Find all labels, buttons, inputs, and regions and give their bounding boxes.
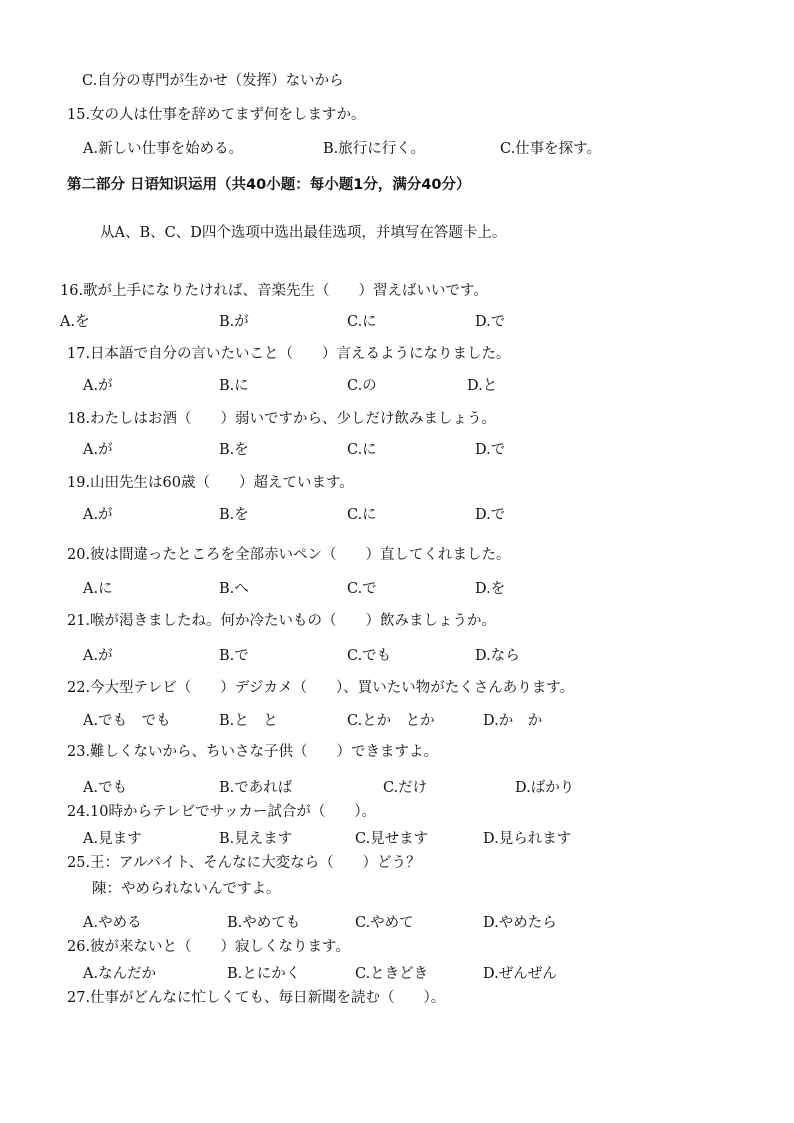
q22-option-d[interactable]: D.か か	[483, 713, 543, 729]
q22-option-c[interactable]: C.とか とか	[347, 713, 435, 729]
q25-option-a[interactable]: A.やめる	[83, 915, 142, 931]
q19-option-c[interactable]: C.に	[347, 507, 377, 523]
q22-stem: 22.今大型テレビ（ ）デジカメ（ ）、買いたい物がたくさんあります。	[67, 680, 575, 696]
q27-stem: 27.仕事がどんなに忙しくても、毎日新聞を読む（ ）。	[67, 990, 446, 1006]
q20-option-c[interactable]: C.で	[347, 581, 377, 597]
q21-option-c[interactable]: C.でも	[347, 648, 392, 664]
q18-option-a[interactable]: A.が	[83, 442, 113, 458]
q24-option-d[interactable]: D.見られます	[483, 831, 572, 847]
q15-option-b[interactable]: B.旅行に行く。	[323, 141, 425, 157]
q25-option-b[interactable]: B.やめても	[227, 915, 301, 931]
q24-option-a[interactable]: A.見ます	[83, 831, 142, 847]
q19-option-a[interactable]: A.が	[83, 507, 113, 523]
prev-option-c: C.自分の専門が生かせ（发挥）ないから	[82, 73, 344, 89]
q24-option-b[interactable]: B.見えます	[219, 831, 293, 847]
q15-stem: 15.女の人は仕事を辞めてまず何をしますか。	[67, 107, 366, 123]
q15-option-c[interactable]: C.仕事を探す。	[500, 141, 602, 157]
q20-option-a[interactable]: A.に	[83, 581, 113, 597]
q25-option-d[interactable]: D.やめたら	[483, 915, 557, 931]
section-heading: 第二部分 日语知识运用（共40小题：每小题1分，满分40分）	[67, 177, 471, 193]
q17-stem: 17.日本語で自分の言いたいこと（ ）言えるようになりました。	[67, 346, 511, 362]
q22-option-a[interactable]: A.でも でも	[83, 713, 171, 729]
q23-stem: 23.難しくないから、ちいさな子供（ ）できますよ。	[67, 744, 439, 760]
q15-option-a[interactable]: A.新しい仕事を始める。	[83, 141, 244, 157]
q21-option-b[interactable]: B.で	[219, 648, 249, 664]
q16-option-a[interactable]: A.を	[60, 314, 90, 330]
q16-option-b[interactable]: B.が	[219, 314, 249, 330]
q18-stem: 18.わたしはお酒（ ）弱いですから、少しだけ飲みましょう。	[67, 411, 497, 427]
q20-stem: 20.彼は間違ったところを全部赤いペン（ ）直してくれました。	[67, 547, 511, 563]
q26-option-b[interactable]: B.とにかく	[227, 966, 301, 982]
q24-stem: 24.10時からテレビでサッカー試合が（ ）。	[67, 804, 377, 820]
q19-option-d[interactable]: D.で	[475, 507, 506, 523]
q24-option-c[interactable]: C.見せます	[355, 831, 429, 847]
q25-option-c[interactable]: C.やめて	[355, 915, 414, 931]
q22-option-b[interactable]: B.と と	[219, 713, 278, 729]
q25-stem: 25.王：アルバイト、そんなに大変なら（ ）どう？	[67, 855, 421, 871]
q19-stem: 19.山田先生は60歳（ ）超えています。	[67, 475, 354, 491]
q17-option-b[interactable]: B.に	[219, 378, 249, 394]
q26-stem: 26.彼が来ないと（ ）寂しくなります。	[67, 939, 350, 955]
q16-stem: 16.歌が上手になりたければ、音楽先生（ ）習えばいいです。	[60, 283, 488, 299]
q17-option-d[interactable]: D.と	[467, 378, 498, 394]
q25-stem-reply: 陳：やめられないんですよ。	[92, 881, 281, 897]
q23-option-d[interactable]: D.ばかり	[515, 780, 575, 796]
q26-option-c[interactable]: C.ときどき	[355, 966, 429, 982]
section-instruction: 从A、B、C、D四个选项中选出最佳选项，并填写在答题卡上。	[100, 225, 507, 241]
q18-option-c[interactable]: C.に	[347, 442, 377, 458]
q19-option-b[interactable]: B.を	[219, 507, 249, 523]
q23-option-a[interactable]: A.でも	[83, 780, 128, 796]
q23-option-b[interactable]: B.であれば	[219, 780, 293, 796]
q26-option-d[interactable]: D.ぜんぜん	[483, 966, 557, 982]
q20-option-b[interactable]: B.へ	[219, 581, 249, 597]
q23-option-c[interactable]: C.だけ	[383, 780, 428, 796]
q18-option-d[interactable]: D.で	[475, 442, 506, 458]
q18-option-b[interactable]: B.を	[219, 442, 249, 458]
q21-option-d[interactable]: D.なら	[475, 648, 520, 664]
q21-stem: 21.喉が渇きましたね。何か冷たいもの（ ）飲みましょうか。	[67, 613, 497, 629]
q17-option-a[interactable]: A.が	[83, 378, 113, 394]
q26-option-a[interactable]: A.なんだか	[83, 966, 157, 982]
q21-option-a[interactable]: A.が	[83, 648, 113, 664]
q16-option-d[interactable]: D.で	[475, 314, 506, 330]
q16-option-c[interactable]: C.に	[347, 314, 377, 330]
q17-option-c[interactable]: C.の	[347, 378, 377, 394]
q20-option-d[interactable]: D.を	[475, 581, 506, 597]
